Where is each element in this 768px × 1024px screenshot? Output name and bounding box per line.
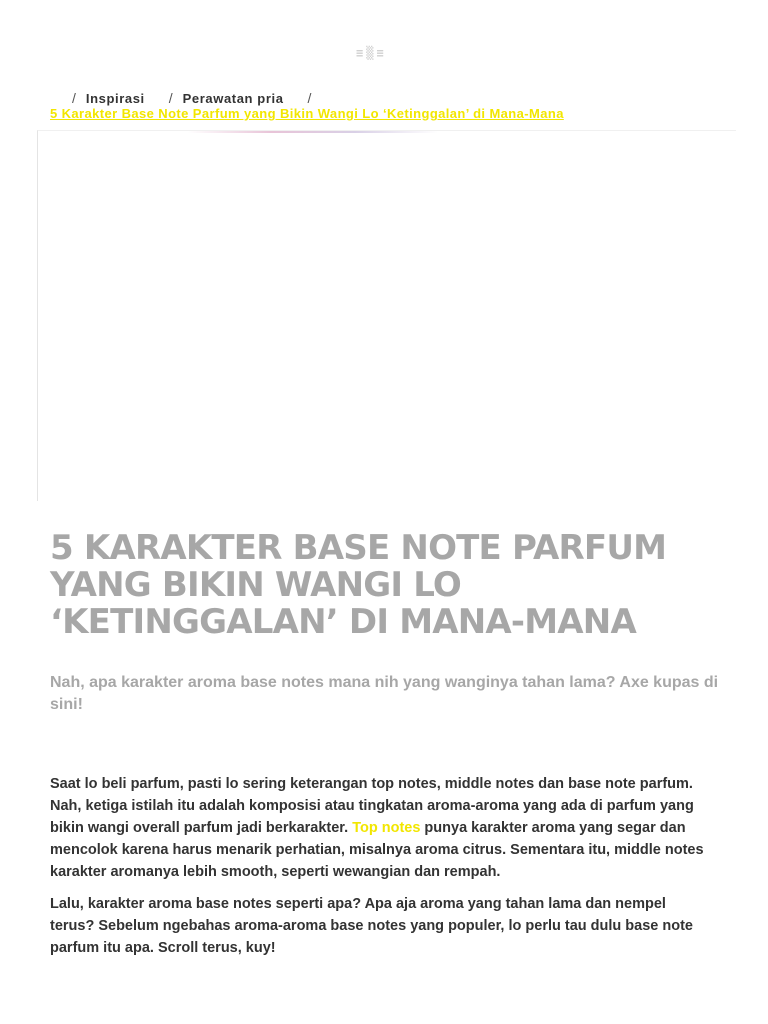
breadcrumb-separator: / [168,90,173,106]
logo-glyph: ≡ [376,46,385,60]
logo-glyph: ≡ [356,46,365,60]
article-paragraph [50,773,714,883]
breadcrumb [50,90,740,121]
paragraph-text: punya karakter aroma yang segar dan mencolok karena harus menarik perhatian, misalnya aroma citrus. Sementara itu, middle notes karakter aromanya lebih smooth, seperti wewangian dan rempah. [50,820,704,880]
hero-image [37,130,736,501]
breadcrumb-current-page[interactable]: 5 Karakter Base Note Parfum yang Bikin Wangi Lo ‘Ketinggalan’ di Mana-Mana [50,106,564,121]
top-notes-link[interactable]: Top notes [352,820,421,836]
article-title: 5 KARAKTER BASE NOTE PARFUM YANG BIKIN WANGI LO ‘KETINGGALAN’ DI MANA-MANA [50,528,667,642]
article-body [50,773,714,969]
breadcrumb-item-perawatan-pria[interactable]: Perawatan pria [182,90,284,106]
breadcrumb-item-inspirasi[interactable]: Inspirasi [85,90,145,106]
hero-image-edge [188,131,438,133]
article-subtitle: Nah, apa karakter aroma base notes mana nih yang wanginya tahan lama? Axe kupas di sini! [50,674,719,713]
article-paragraph: Lalu, karakter aroma base notes seperti apa? Apa aja aroma yang tahan lama dan nempel terus? Sebelum ngebahas aroma-aroma base notes yang populer, lo perlu tau dulu base note parfum itu apa. Scroll terus, kuy! [50,896,693,956]
logo-glyph: ▒ [366,46,375,60]
paragraph-text: Saat lo beli parfum, pasti lo sering keterangan top notes, middle notes dan base note parfum. Nah, ketiga istilah itu adalah komposisi atau tingkatan aroma-aroma yang ada di parfum yang bikin wangi overall parfum jadi berkarakter. [50,776,694,836]
breadcrumb-separator: / [72,90,76,106]
site-logo[interactable] [356,46,385,60]
breadcrumb-separator: / [307,90,312,106]
